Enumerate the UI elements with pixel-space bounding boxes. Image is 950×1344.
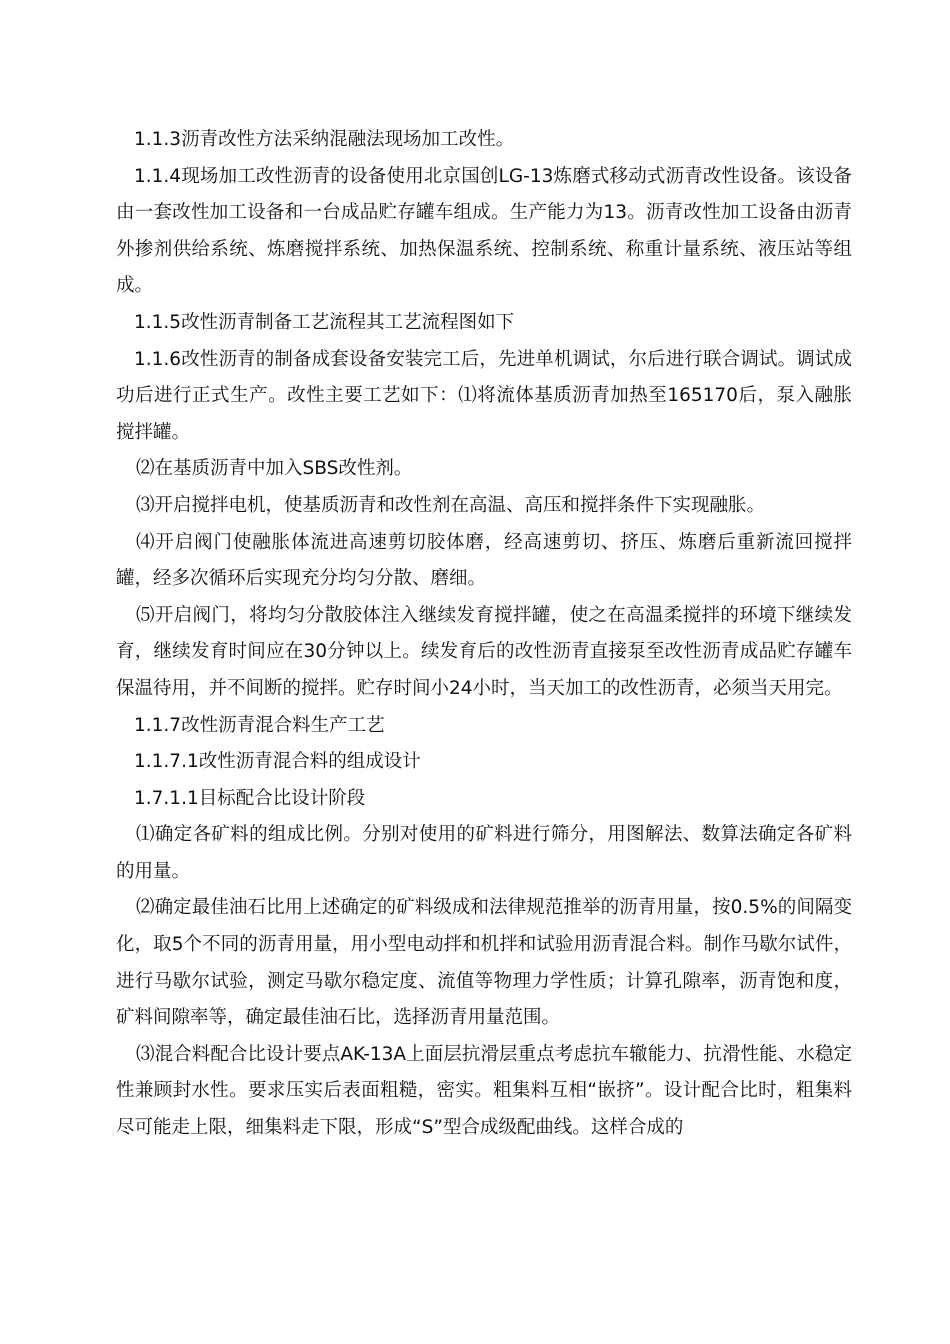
- paragraph-1-1-4: 1.1.4现场加工改性沥青的设备使用北京国创LG-13炼磨式移动式沥青改性设备。该设备由一套改性加工设备和一台成品贮存罐车组成。生产能力为13。沥青改性加工设备由沥青外掺剂供给系统、炼磨搅拌系统、加热保温系统、控制系统、称重计量系统、液压站等组成。: [116, 165, 852, 297]
- paragraph-1-1-5: 1.1.5改性沥青制备工艺流程其工艺流程图如下: [134, 311, 515, 333]
- paragraph-step-2: ⑵在基质沥青中加入SBS改性剂。: [136, 458, 413, 480]
- paragraph-design-step-1: ⑴确定各矿料的组成比例。分别对使用的矿料进行筛分，用图解法、数算法确定各矿料的用量。: [116, 824, 852, 882]
- paragraph-step-3: ⑶开启搅拌电机，使基质沥青和改性剂在高温、高压和搅拌条件下实现融胀。: [136, 494, 766, 516]
- paragraph-step-5: ⑸开启阀门，将均匀分散胶体注入继续发育搅拌罐，使之在高温柔搅拌的环境下继续发育，继续发育时间应在30分钟以上。续发育后的改性沥青直接泵至改性沥青成品贮存罐车保温待用，并不间断的搅拌。贮存时间小24小时，当天加工的改性沥青，必须当天用完。: [116, 604, 852, 699]
- paragraph-1-1-3: 1.1.3沥青改性方法采纳混融法现场加工改性。: [134, 129, 515, 150]
- heading-1-1-7: 1.1.7改性沥青混合料生产工艺: [134, 714, 385, 736]
- heading-1-1-7-1: 1.1.7.1改性沥青混合料的组成设计: [134, 751, 421, 773]
- document-body: [116, 122, 852, 1147]
- paragraph-step-4: ⑷开启阀门使融胀体流进高速剪切胶体磨，经高速剪切、挤压、炼磨后重新流回搅拌罐，经多次循环后实现充分均匀分散、磨细。: [116, 531, 852, 590]
- heading-1-7-1-1: 1.7.1.1目标配合比设计阶段: [134, 787, 366, 809]
- paragraph-design-step-3: ⑶混合料配合比设计要点AK-13A上面层抗滑层重点考虑抗车辙能力、抗滑性能、水稳定性兼顾封水性。要求压实后表面粗糙，密实。粗集料互相“嵌挤”。设计配合比时，粗集料尽可能走上限，细集料走下限，形成“S”型合成级配曲线。这样合成的: [116, 1043, 852, 1139]
- paragraph-design-step-2: ⑵确定最佳油石比用上述确定的矿料级成和法律规范推举的沥青用量，按0.5%的间隔变化，取5个不同的沥青用量，用小型电动拌和机拌和试验用沥青混合料。制作马歇尔试件，进行马歇尔试验，测定马歇尔稳定度、流值等物理力学性质；计算孔隙率，沥青饱和度，矿料间隙率等，确定最佳油石比，选择沥青用量范围。: [116, 897, 852, 1029]
- paragraph-1-1-6: 1.1.6改性沥青的制备成套设备安装完工后，先进单机调试，尔后进行联合调试。调试成功后进行正式生产。改性主要工艺如下：⑴将流体基质沥青加热至165170后，泵入融胀搅拌罐。: [116, 348, 852, 443]
